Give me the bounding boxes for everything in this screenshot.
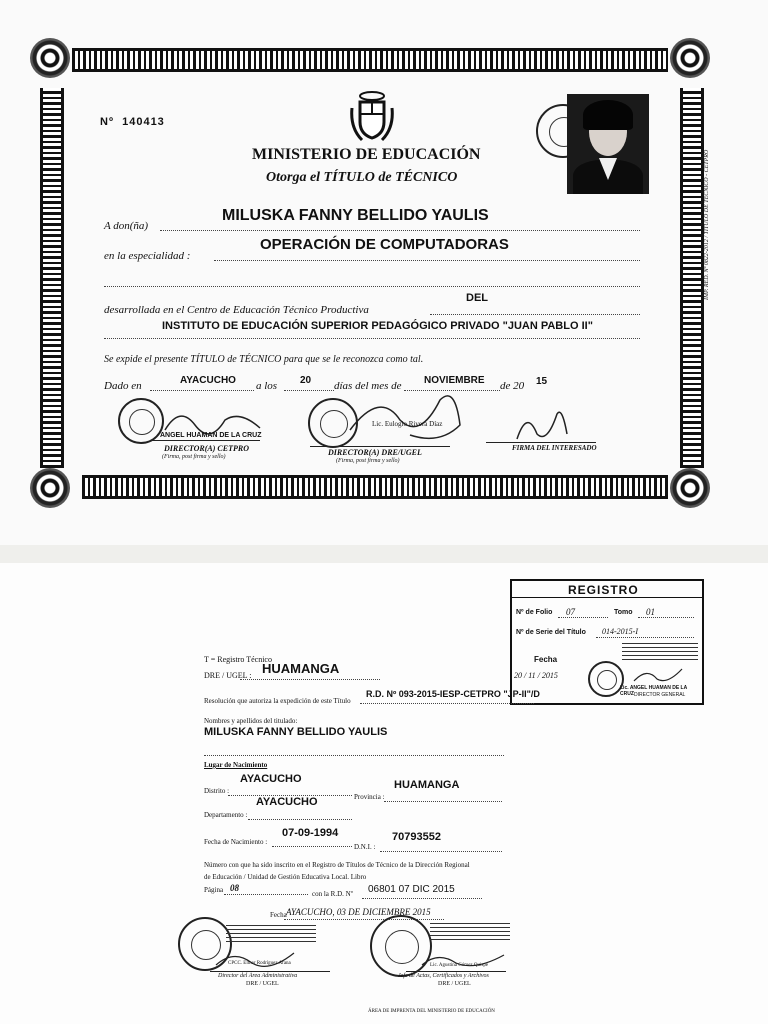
registry-title: REGISTRO [568, 583, 639, 597]
left-signature [214, 947, 304, 971]
left-sig-name: CPCC. Elmer Rodríguez Arana [228, 961, 291, 966]
fecha-value: 20 / 11 / 2015 [514, 671, 558, 680]
corner-ornament-icon [670, 38, 710, 78]
district-value: AYACUCHO [240, 773, 302, 785]
date-value: AYACUCHO, 03 DE DICIEMBRE 2015 [286, 907, 431, 917]
resolution-value: R.D. Nº 093-2015-IESP-CETPRO "JP-II"/D [366, 689, 540, 699]
right-sig-name: Lic. Agustina Gómez Quispe [430, 963, 489, 968]
border-left [40, 88, 64, 468]
department-label: Departamento : [204, 811, 248, 819]
issued-text: Se expide el presente TÍTULO de TÉCNICO para que se le reconozca como tal. [104, 354, 424, 365]
day-line [284, 390, 334, 391]
specialty-line-2 [104, 286, 640, 287]
year-label: de 20 [500, 380, 525, 392]
sig2-name: Lic. Eulogio Rivera Díaz [372, 420, 443, 428]
specialty-label: en la especialidad : [104, 250, 191, 262]
institute-line [104, 338, 640, 339]
registry-director-name: Lic. ANGEL HUAMAN DE LA CRUZ [620, 685, 688, 697]
given-label: Dado en [104, 380, 142, 392]
specialty-line [214, 260, 640, 261]
resolution-label: Resolución que autoriza la expedición de este Título [204, 697, 351, 705]
page-label: Página [204, 886, 224, 894]
sig1-title: DIRECTOR(A) CETPRO [164, 444, 249, 453]
dni-value: 70793552 [392, 831, 441, 843]
ugel-label: DRE / UGEL : [204, 671, 252, 680]
day-value: 20 [300, 375, 312, 386]
at-label: a los [256, 380, 278, 392]
coat-of-arms-icon [348, 88, 396, 144]
registry-seal-icon [588, 661, 624, 697]
date-label: Fecha [270, 911, 287, 919]
border-right [680, 88, 704, 468]
student-photo [567, 94, 649, 194]
grants-title: Otorga el TÍTULO de TÉCNICO [266, 170, 458, 185]
names-value: MILUSKA FANNY BELLIDO YAULIS [204, 726, 388, 738]
folio-label: Nº de Folio [516, 609, 553, 616]
sig2-line [310, 446, 450, 447]
printer-footer: ÁREA DE IMPRENTA DEL MINISTERIO DE EDUCACIÓN [368, 1009, 495, 1014]
page-gap [0, 545, 768, 563]
inscribed-text-1: Número con que ha sido inscrito en el Registro de Títulos de Técnico de la Dirección Regional [204, 861, 470, 869]
recipient-line [160, 230, 640, 231]
cetpro-seal-icon [118, 398, 164, 444]
district-label: Distrito : [204, 787, 230, 795]
registry-stamp-text [622, 643, 698, 661]
province-value: HUAMANGA [394, 779, 460, 791]
corner-ornament-icon [30, 38, 70, 78]
registry-director-title: DIRECTOR GENERAL [634, 692, 686, 698]
dni-label: D.N.I. : [354, 843, 376, 851]
left-sig-title: Director del Área Administrativa [218, 973, 298, 979]
corner-ornament-icon [30, 468, 70, 508]
institute-name: INSTITUTO DE EDUCACIÓN SUPERIOR PEDAGÓGICO PRIVADO "JUAN PABLO II" [162, 320, 593, 332]
birthdate-value: 07-09-1994 [282, 827, 339, 839]
side-text: IMP. RED. Nº 0822-2012 / TÍTULO DE TÉCNICO - CETPRO [704, 149, 710, 300]
page-value: 08 [230, 883, 239, 893]
city-value: AYACUCHO [180, 375, 236, 386]
folio-value: 07 [566, 607, 575, 617]
birthdate-label: Fecha de Nacimiento : [204, 838, 268, 846]
registry-signature [632, 665, 692, 685]
year-value: 15 [536, 376, 548, 387]
to-label: A don(ña) [104, 220, 149, 232]
del-word: DEL [466, 292, 488, 304]
certificate-number: Nº 140413 [100, 116, 165, 128]
birthplace-label: Lugar de Nacimiento [204, 761, 268, 769]
left-stamp-text [226, 925, 316, 945]
names-label: Nombres y apellidos del titulado: [204, 717, 298, 725]
province-label: Provincia : [354, 793, 385, 801]
rd-label: con la R.D. Nº [312, 890, 353, 898]
serie-value: 014-2015-I [602, 627, 638, 636]
month-value: NOVIEMBRE [424, 375, 485, 386]
fecha-label: Fecha [534, 655, 558, 664]
signature-2 [340, 380, 470, 450]
inscribed-text-2: de Educación / Unidad de Gestión Educativa Local. Libro [204, 873, 367, 881]
sig1-line [150, 440, 260, 441]
right-sig-title: Jefe de Actas, Certificados y Archivos [398, 973, 489, 979]
developed-line [430, 314, 640, 315]
rd-value: 06801 07 DIC 2015 [368, 884, 455, 895]
sig2-note: (Firma, post firma y sello) [336, 458, 400, 464]
right-sig-sub: DRE / UGEL [438, 981, 471, 987]
department-value: AYACUCHO [256, 796, 318, 808]
sig1-note: (Firma, post firma y sello) [162, 454, 226, 460]
ministry-title: MINISTERIO DE EDUCACIÓN [252, 146, 481, 163]
corner-ornament-icon [670, 468, 710, 508]
registry-stamp [510, 579, 704, 705]
serie-label: Nº de Serie del Título [516, 629, 586, 636]
certificate-back [0, 563, 768, 1024]
tomo-label: Tomo [614, 609, 633, 616]
specialty-value: OPERACIÓN DE COMPUTADORAS [260, 236, 509, 253]
city-line [150, 390, 254, 391]
developed-label: desarrollada en el Centro de Educación Técnico Productiva [104, 304, 369, 316]
sig2-title: DIRECTOR(A) DRE/UGEL [328, 448, 422, 457]
sig3-line [486, 442, 596, 443]
days-label: días del mes de [334, 380, 402, 392]
tomo-value: 01 [646, 607, 655, 617]
recipient-name: MILUSKA FANNY BELLIDO YAULIS [222, 207, 489, 224]
right-stamp-text [430, 923, 510, 943]
sig3-title: FIRMA DEL INTERESADO [512, 444, 597, 452]
signature-3 [512, 404, 572, 446]
border-top [72, 48, 668, 72]
left-sig-sub: DRE / UGEL [246, 981, 279, 987]
border-bottom [82, 475, 668, 499]
registro-label: T = Registro Técnico [204, 655, 272, 664]
sig1-name: ANGEL HUAMAN DE LA CRUZ [160, 432, 262, 439]
ugel-value: HUAMANGA [262, 661, 340, 676]
